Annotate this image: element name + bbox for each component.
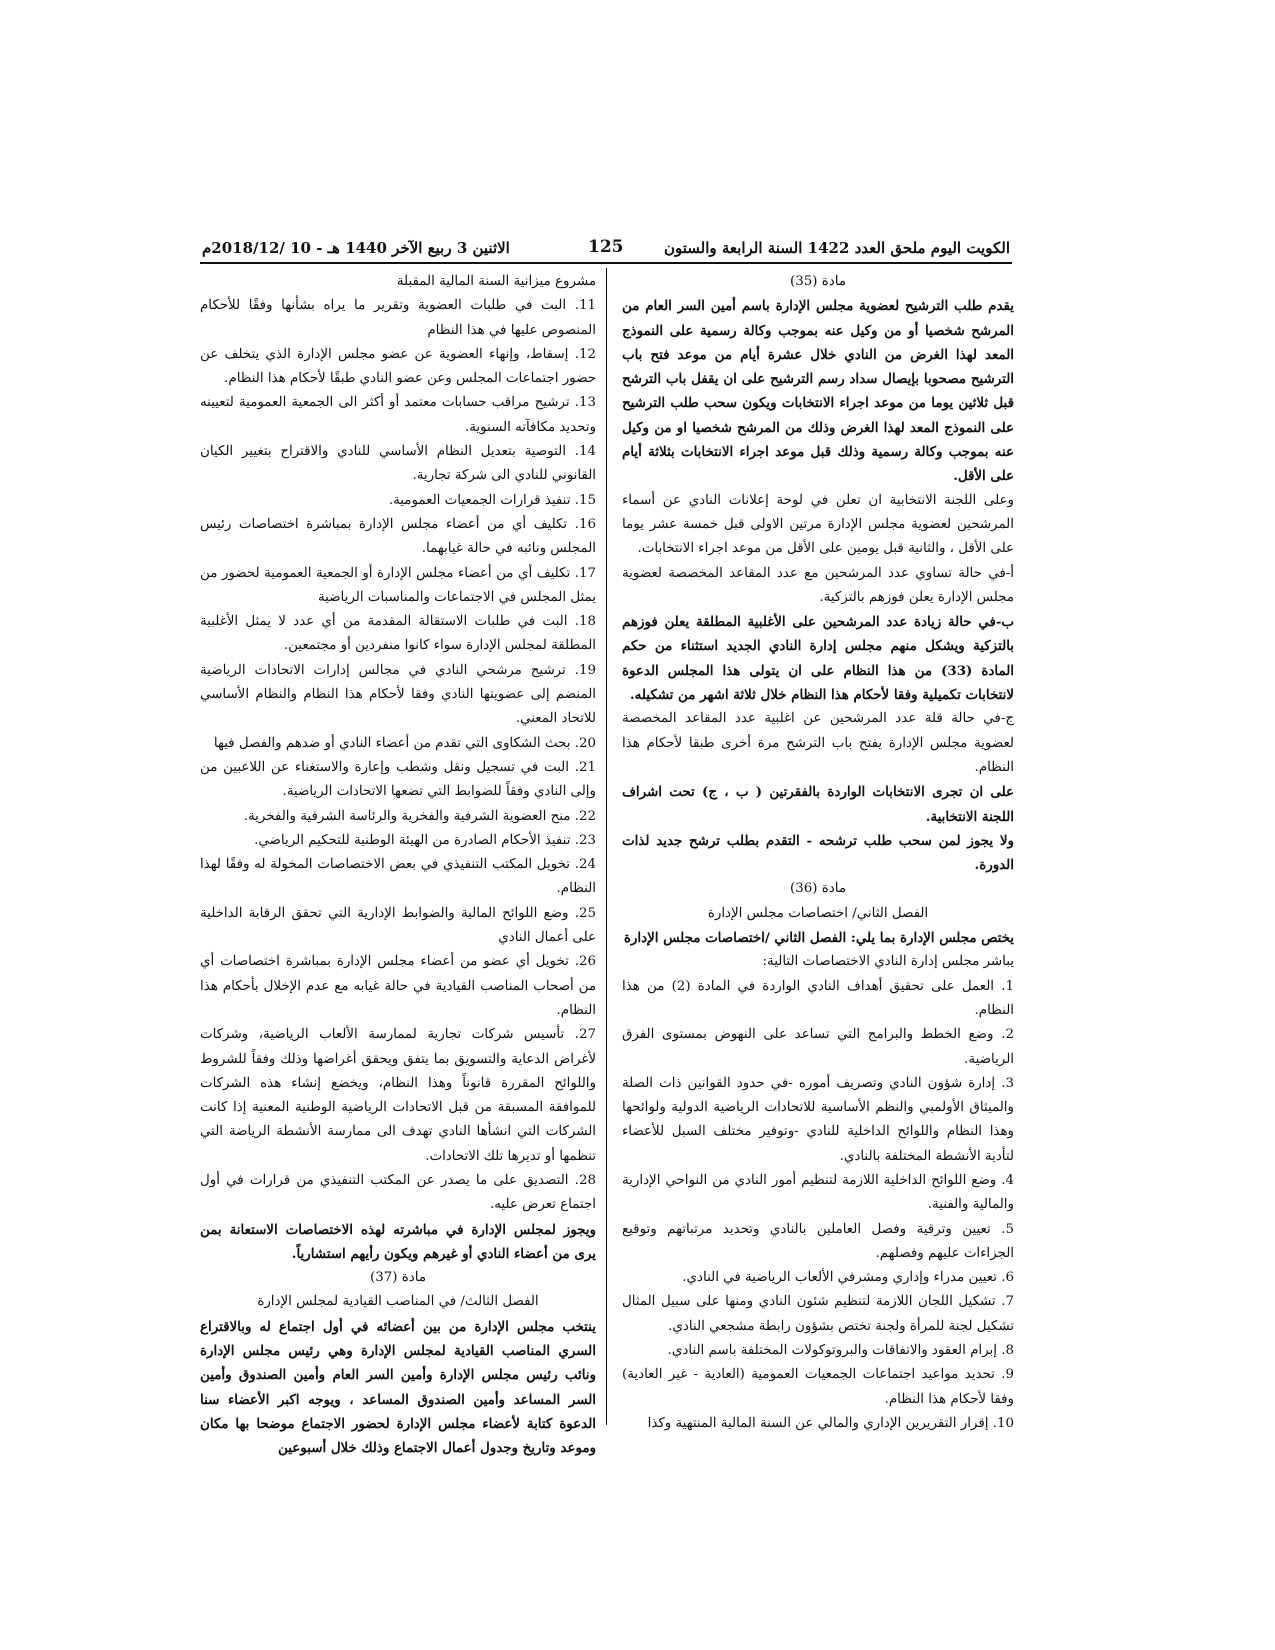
paragraph: ج-في حالة قلة عدد المرشحين عن اغلبية عدد المقاعد المخصصة لعضوية مجلس الإدارة يفتح باب الترشح مرة أخرى طبقا لأحكام هذا النظام.: [622, 711, 1014, 775]
list-item: 9. تحديد مواعيد اجتماعات الجمعيات العمومية (العادية - غير العادية) وفقا لأحكام هذا النظام.: [622, 1367, 1014, 1407]
list-item: 15. تنفيذ قرارات الجمعيات العمومية.: [388, 492, 596, 508]
list-item: 13. ترشيح مراقب حسابات معتمد أو أكثر الى الجمعية العمومية لتعيينه وتحديد مكافآته السنوية.: [200, 395, 596, 435]
section-heading: الفصل الثاني/ اختصاصات مجلس الإدارة: [707, 905, 929, 921]
list-item: 3. إدارة شؤون النادي وتصريف أموره -في حدود القوانين ذات الصلة والميثاق الأولمبي والنظم الأساسية للاتحادات الرياضية الدولية ولوائحها وهذا النظام واللوائح الداخلية للنادي -وتوفير مختلف السبل للأعضاء لتأدية الأنشطة المختلفة بالنادي.: [622, 1075, 1014, 1164]
section-heading: الفصل الثالث/ في المناصب القيادية لمجلس الإدارة: [257, 1294, 539, 1310]
list-item: 7. تشكيل اللجان اللازمة لتنظيم شئون النادي ومنها على سبيل المثال تشكيل لجنة للمرأة ولجنة تختص بشؤون رابطة مشجعي النادي.: [622, 1294, 1014, 1334]
column-separator: [606, 268, 607, 1425]
list-item: 18. البت في طلبات الاستقالة المقدمة من أي عدد لا يمثل الأغلبية المطلقة لمجلس الإدارة سواء كانوا منفردين أو مجتمعين.: [200, 614, 596, 654]
paragraph: أ-في حالة تساوي عدد المرشحين مع عدد المقاعد المخصصة لعضوية مجلس الإدارة يعلن فوزهم بالتزكية.: [622, 565, 1014, 605]
paragraph: ويجوز لمجلس الإدارة في مباشرته لهذه الاختصاصات الاستعانة بمن يرى من أعضاء النادي أو غيرهم ويكون رأيهم استشارياً.: [200, 1221, 596, 1262]
list-item: 14. التوصية بتعديل النظام الأساسي للنادي والاقتراح بتغيير الكيان القانوني للنادي الى شركة تجارية.: [200, 444, 596, 484]
paragraph: وعلى اللجنة الانتخابية ان تعلن في لوحة إعلانات النادي عن أسماء المرشحين لعضوية مجلس الإدارة مرتين الاولى قبل خمسة عشر يوما على الأقل ، والثانية قبل يومين على الأقل من موعد اجراء الانتخابات.: [622, 492, 1014, 557]
list-item: 21. البت في تسجيل ونقل وشطب وإعارة والاستغناء عن اللاعبين من وإلى النادي وفقاً للضوابط التي تضعها الاتحادات الرياضية.: [200, 759, 596, 800]
paragraph: مشروع ميزانية السنة المالية المقبلة: [396, 274, 596, 289]
list-item: 26. تخويل أي عضو من أعضاء مجلس الإدارة بمباشرة اختصاصات أي من أصحاب المناصب القيادية في حالة غيابه مع عدم الإخلال بأحكام هذا النظام.: [200, 954, 596, 1018]
list-item: 17. تكليف أي من أعضاء مجلس الإدارة أو الجمعية العمومية لحضور من يمثل المجلس في الاجتماعات والمناسبات الرياضية: [200, 565, 596, 605]
header-publication: الكويت اليوم ملحق العدد 1422 السنة الرابعة والستون: [664, 239, 1010, 257]
list-item: 23. تنفيذ الأحكام الصادرة من الهيئة الوطنية للتحكيم الرياضي.: [254, 832, 596, 848]
header-rule: [200, 262, 1012, 264]
paragraph: يباشر مجلس إدارة النادي الاختصاصات التالية:: [762, 954, 1014, 970]
list-item: 1. العمل على تحقيق أهداف النادي الواردة في المادة (2) من هذا النظام.: [622, 978, 1014, 1018]
paragraph: ب-في حالة زيادة عدد المرشحين على الأغلبية المطلقة يعلن فوزهم بالتزكية ويشكل منهم مجلس إدارة النادي الجديد استثناء من حكم المادة (33) من هذا النظام على ان يتولى هذا المجلس الدعوة لانتخابات تكميلية وفقا لأحكام هذا النظام خلال ثلاثة اشهر من تشكيله.: [622, 614, 1014, 704]
list-item: 12. إسقاط، وإنهاء العضوية عن عضو مجلس الإدارة الذي يتخلف عن حضور اجتماعات المجلس وعن عضو النادي طبقًا لأحكام هذا النظام.: [200, 346, 596, 387]
right-column: [622, 270, 1014, 1436]
paragraph: يقدم طلب الترشيح لعضوية مجلس الإدارة باسم أمين السر العام من المرشح شخصيا أو من وكيل عنه بموجب وكالة رسمية على النموذج المعد لهذا الغرض من النادي خلال عشرة أيام من موعد فتح باب الترشيح مصحوبا بإيصال سداد رسم الترشيح على ان يقفل باب الترشح قبل ثلاثين يوما من موعد اجراء الانتخابات ويكون سحب طلب الترشيح على النموذج المعد لهذا الغرض وذلك من المرشح شخصيا او من وكيل عنه بموجب وكالة رسمية وذلك قبل موعد اجراء الانتخابات بثلاثة أيام على الأقل.: [622, 298, 1014, 485]
page-number: 125: [588, 237, 624, 257]
list-item: 5. تعيين وترقية وفصل العاملين بالنادي وتحديد مرتباتهم وتوقيع الجزاءات عليهم وفصلهم.: [622, 1221, 1014, 1261]
list-item: 20. بحث الشكاوى التي تقدم من أعضاء النادي أو ضدهم والفصل فيها: [213, 735, 596, 751]
paragraph: يختص مجلس الإدارة بما يلي: الفصل الثاني /اختصاصات مجلس الإدارة: [623, 930, 1014, 947]
paragraph: على ان تجرى الانتخابات الواردة بالفقرتين ( ب ، ج) تحت اشراف اللجنة الانتخابية.: [622, 784, 1014, 825]
list-item: 10. إقرار التقريرين الإداري والمالي عن السنة المالية المنتهية وكذا: [647, 1415, 1014, 1431]
paragraph: ينتخب مجلس الإدارة من بين أعضائه في أول اجتماع له وبالاقتراع السري المناصب القيادية لمجلس الإدارة وهي رئيس مجلس الإدارة ونائب رئيس مجلس الإدارة وأمين السر العام وأمين الصندوق وأمين السر المساعد وأمين الصندوق المساعد ، ويوجه اكبر الأعضاء سنا الدعوة كتابة لأعضاء مجلس الإدارة لحضور الاجتماع موضحا بها مكان وموعد وتاريخ وجدول أعمال الاجتماع وذلك خلال أسبوعين: [200, 1318, 596, 1457]
list-item: 22. منح العضوية الشرفية والفخرية والرئاسة الشرفية والفخرية.: [243, 808, 596, 824]
list-item: 24. تخويل المكتب التنفيذي في بعض الاختصاصات المخولة له وفقًا لهذا النظام.: [200, 857, 596, 897]
list-item: 8. إبرام العقود والاتفاقات والبروتوكولات المختلفة باسم النادي.: [667, 1343, 1014, 1359]
section-heading: مادة (35): [790, 274, 846, 289]
list-item: 11. البت في طلبات العضوية وتقرير ما يراه بشأنها وفقًا للأحكام المنصوص عليها في هذا النظام: [200, 298, 596, 338]
list-item: 19. ترشيح مرشحي النادي في مجالس إدارات الاتحادات الرياضية المنضم إلى عضويتها النادي وفقا لأحكام هذا النظام والنظام الأساسي للاتحاد المعني.: [200, 662, 596, 727]
header-date: الاثنين 3 ربيع الآخر 1440 هـ - 10 /2018/12م: [202, 239, 510, 257]
page-header: [200, 237, 1012, 263]
section-heading: مادة (37): [370, 1270, 426, 1286]
list-item: 28. التصديق على ما يصدر عن المكتب التنفيذي من قرارات في أول اجتماع تعرض عليه.: [200, 1172, 596, 1213]
list-item: 16. تكليف أي من أعضاء مجلس الإدارة بمباشرة اختصاصات رئيس المجلس ونائبه في حالة غيابهما.: [200, 516, 596, 557]
list-item: 4. وضع اللوائح الداخلية اللازمة لتنظيم أمور النادي من النواحي الإدارية والمالية والفنية.: [622, 1172, 1014, 1213]
list-item: 6. تعيين مدراء وإداري ومشرفي الألعاب الرياضية في النادي.: [682, 1270, 1014, 1286]
section-heading: مادة (36): [790, 881, 846, 897]
list-item: 2. وضع الخطط والبرامج التي تساعد على النهوض بمستوى الفرق الرياضية.: [622, 1027, 1014, 1067]
left-column: [200, 270, 596, 1461]
list-item: 27. تأسيس شركات تجارية لممارسة الألعاب الرياضية، وشركات لأغراض الدعاية والتسويق بما يتفق ويحقق أغراضها وذلك وفقاً للشروط واللوائح المقررة قانوناً وهذا النظام، ويخضع إنشاء هذه الشركات للموافقة المسبقة من قبل الاتحادات الرياضية الوطنية المعنية إذا كانت الشركات التي انشأها النادي تهدف الى ممارسة الأنشطة الرياضة التي تنظمها أو تديرها تلك الاتحادات.: [200, 1027, 596, 1164]
list-item: 25. وضع اللوائح المالية والضوابط الإدارية التي تحقق الرقابة الداخلية على أعمال النادي: [200, 905, 596, 946]
paragraph: ولا يجوز لمن سحب طلب ترشحه - التقدم بطلب ترشح جديد لذات الدورة.: [622, 832, 1014, 874]
